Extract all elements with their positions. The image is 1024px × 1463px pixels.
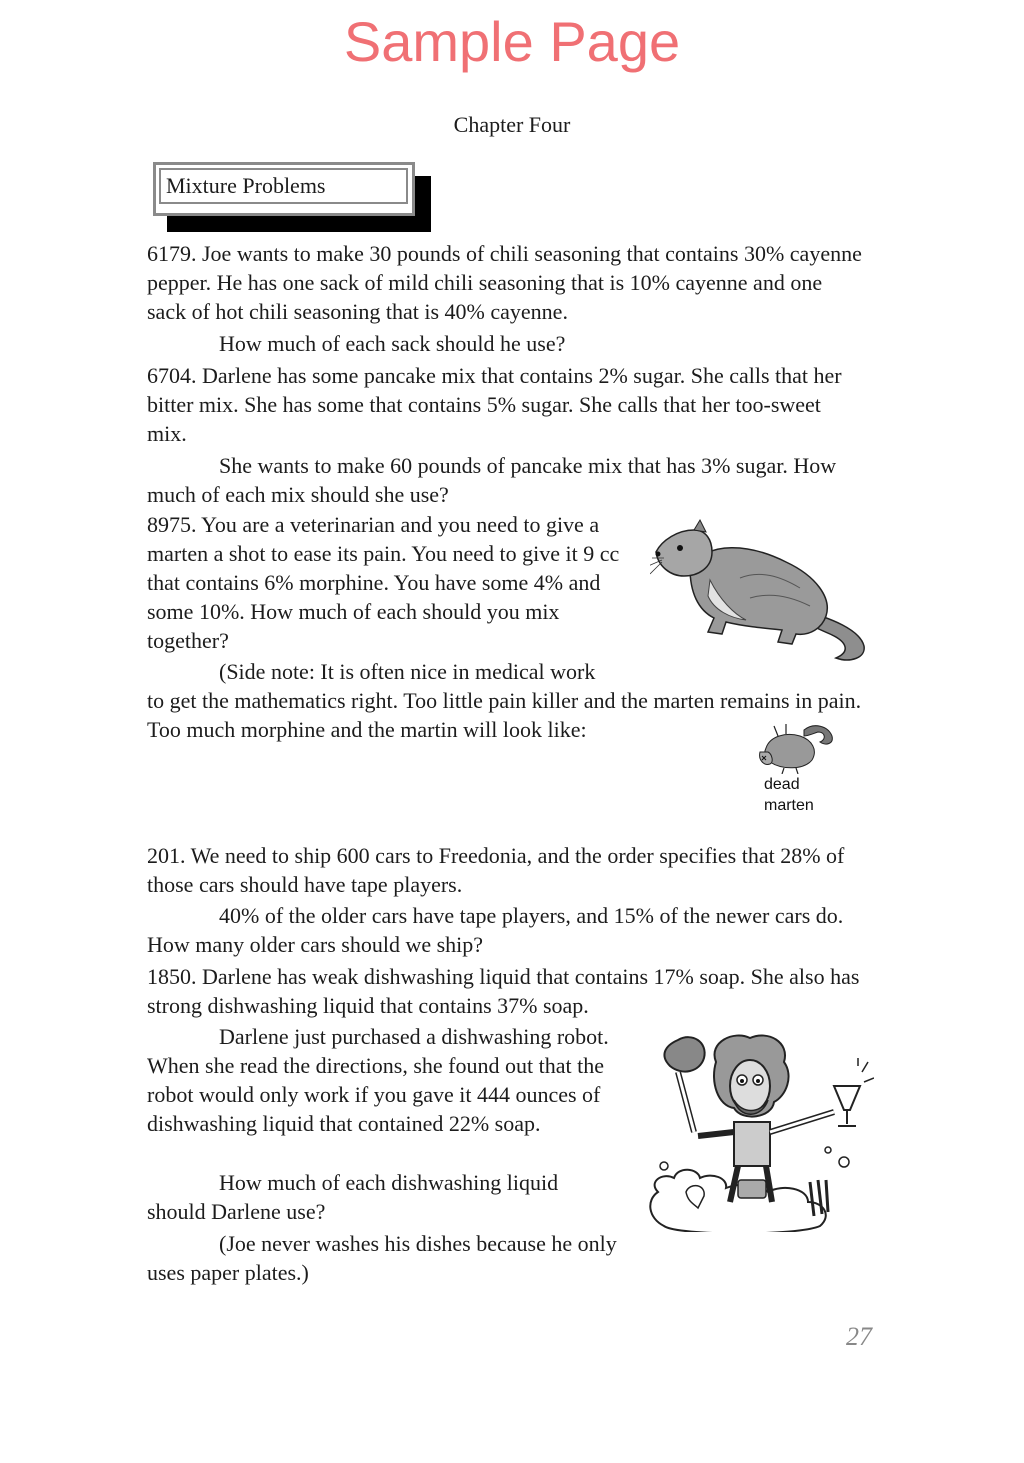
- problem-6179-question: How much of each sack should he use?: [219, 331, 566, 356]
- problem-6704-question: She wants to make 60 pounds of pancake mix that has 3% sugar. How much of each mix should she use?: [147, 453, 837, 507]
- problem-1850-robot: Darlene just purchased a dishwashing robot. When she read the directions, she found out that the robot would only work if you gave it 444 ounces of dishwashing liquid that contained 22% soap.: [147, 1024, 609, 1136]
- paper-plates-note: (Joe never washes his dishes because he only uses paper plates.): [147, 1231, 617, 1285]
- problem-6704: 6704. Darlene has some pancake mix that contains 2% sugar. She calls that her bitter mix. She has some that contains 5% sugar. She calls that her too-sweet mix.: [147, 363, 842, 446]
- problem-201: 201. We need to ship 600 cars to Freedonia, and the order specifies that 28% of those cars should have tape players.: [147, 843, 845, 897]
- sample-page-watermark: Sample Page: [343, 10, 681, 73]
- problem-201-question: 40% of the older cars have tape players, and 15% of the newer cars do. How many older cars should we ship?: [147, 903, 844, 957]
- dead-marten-icon: [756, 722, 836, 774]
- problem-1850-question: How much of each dishwashing liquid should Darlene use?: [147, 1170, 559, 1224]
- dishwashing-robot-icon: [638, 1032, 874, 1232]
- section-title-box: [153, 162, 415, 216]
- dead-marten-caption-line1: dead: [764, 776, 800, 793]
- side-note-continued: to get the mathematics right. Too little pain killer and the marten remains in pain. Too much morphine and the martin will look like:: [147, 688, 862, 742]
- chapter-heading: Chapter Four: [453, 112, 571, 137]
- problem-6179: 6179. Joe wants to make 30 pounds of chili seasoning that contains 30% cayenne pepper. He has one sack of mild chili seasoning that is 10% cayenne and one sack of hot chili seasoning that is 40% cayenne.: [147, 241, 862, 324]
- marten-icon: [650, 518, 872, 664]
- section-title: Mixture Problems: [159, 168, 408, 204]
- dead-marten-caption-line2: marten: [764, 797, 814, 814]
- problem-8975: 8975. You are a veterinarian and you need to give a marten a shot to ease its pain. You need to give it 9 cc that contains 6% morphine. You have some 4% and some 10%. How much of each should you mix together?: [147, 512, 620, 653]
- problem-1850: 1850. Darlene has weak dishwashing liquid that contains 17% soap. She also has strong dishwashing liquid that contains 37% soap.: [147, 964, 860, 1018]
- page-number: 27: [846, 1322, 872, 1351]
- side-note-first-line: (Side note: It is often nice in medical work: [219, 659, 596, 684]
